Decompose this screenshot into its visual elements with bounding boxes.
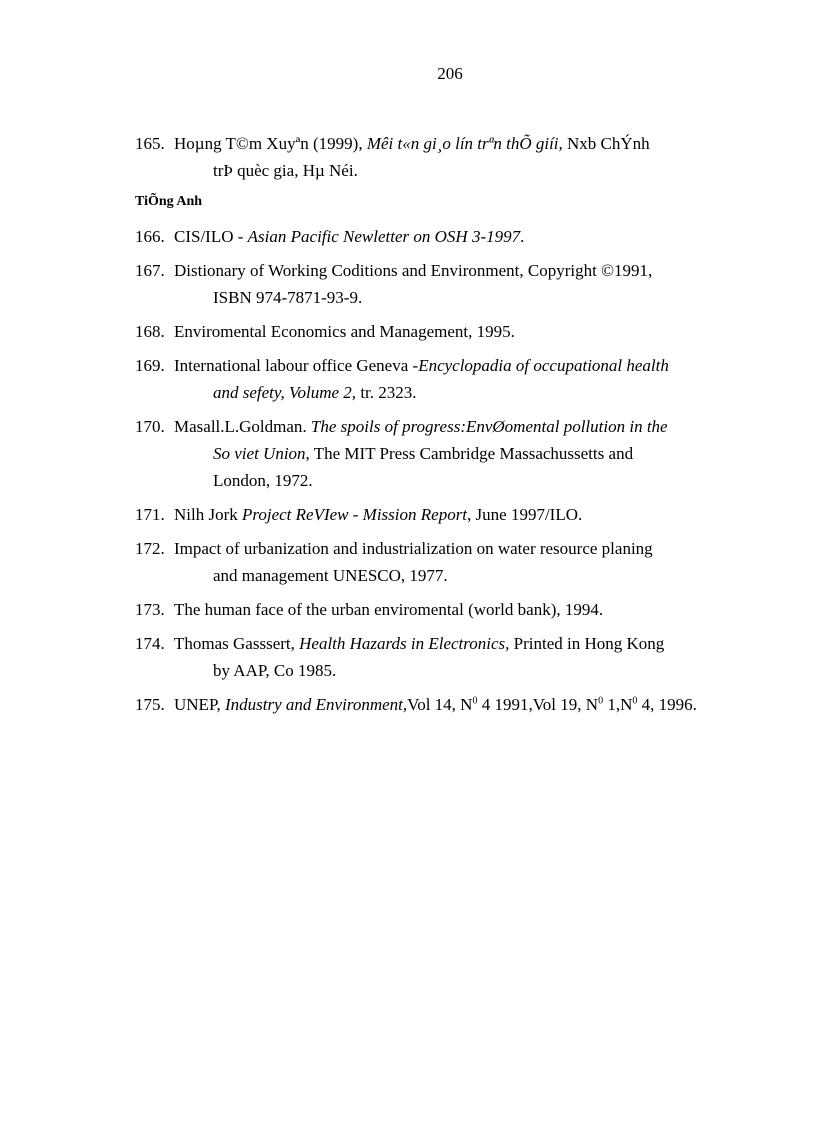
reference-author: Masall.L.Goldman. <box>174 417 311 436</box>
superscript: 0 <box>598 695 604 707</box>
reference-volume: 4 1991,Vol 19, N <box>477 695 599 714</box>
reference-title: Encyclopadia of occupational health <box>418 356 669 375</box>
reference-item <box>135 596 739 623</box>
reference-number: 168. <box>135 322 165 341</box>
reference-text: The human face of the urban enviromental (world bank), 1994. <box>174 600 604 619</box>
reference-item <box>135 223 739 250</box>
reference-number: 175. <box>135 695 165 714</box>
reference-item <box>135 501 739 528</box>
reference-text <box>174 535 739 589</box>
reference-tail: . <box>520 227 525 246</box>
reference-item <box>135 257 739 311</box>
reference-volume: Vol 14, N <box>407 695 473 714</box>
reference-number: 170. <box>135 417 165 436</box>
reference-title: Industry and Environment, <box>225 695 408 714</box>
reference-number: 169. <box>135 356 165 375</box>
superscript: 0 <box>472 695 478 707</box>
reference-continuation: by AAP, Co 1985. <box>213 661 337 680</box>
reference-text <box>174 413 739 494</box>
reference-continuation: and management UNESCO, 1977. <box>213 566 448 585</box>
reference-author: Thomas Gasssert, <box>174 634 300 653</box>
reference-author: Hoµng T©m Xuyªn (1999), <box>174 134 367 153</box>
reference-text <box>174 630 739 684</box>
reference-volume: 4, 1996. <box>637 695 697 714</box>
reference-title: Asian Pacific Newletter on OSH 3-1997 <box>247 227 521 246</box>
superscript: 0 <box>632 695 638 707</box>
reference-text <box>174 691 739 718</box>
reference-title: Project ReVIew - Mission Report <box>242 505 468 524</box>
reference-list <box>135 130 739 725</box>
reference-author: Nilh Jork <box>174 505 242 524</box>
reference-title-cont: So viet Union <box>213 444 306 463</box>
reference-author: International labour office Geneva - <box>174 356 419 375</box>
reference-title: Health Hazards in Electronics, <box>299 634 510 653</box>
reference-continuation: London, 1972. <box>213 471 313 490</box>
reference-number: 172. <box>135 539 165 558</box>
reference-number: 174. <box>135 634 165 653</box>
reference-title: Mêi t«n gi¸o lín trªn thÕ giíi, <box>366 134 563 153</box>
reference-title: Distionary of Working Coditions and Environment, Copyright ©1991, <box>174 261 653 280</box>
reference-item <box>135 535 739 589</box>
reference-publisher: Nxb ChÝnh <box>562 134 650 153</box>
reference-tail: , June 1997/ILO. <box>467 505 583 524</box>
reference-text <box>174 223 739 250</box>
reference-item <box>135 413 739 494</box>
reference-item <box>135 352 739 406</box>
reference-publisher: , The MIT Press Cambridge Massachussetts and <box>305 444 634 463</box>
reference-pages: tr. 2323. <box>356 383 417 402</box>
reference-text <box>174 257 739 311</box>
reference-publisher: Printed in Hong Kong <box>509 634 665 653</box>
reference-number: 165. <box>135 134 165 153</box>
reference-author: UNEP, <box>174 695 226 714</box>
reference-number: 171. <box>135 505 165 524</box>
reference-text <box>174 352 739 406</box>
reference-number: 173. <box>135 600 165 619</box>
reference-author: CIS/ILO - <box>174 227 248 246</box>
reference-number: 166. <box>135 227 165 246</box>
reference-item <box>135 318 739 345</box>
reference-title: The spoils of progress:EnvØomental pollution in the <box>310 417 668 436</box>
section-heading: TiÕng Anh <box>135 194 203 209</box>
reference-volume: 1,N <box>603 695 633 714</box>
reference-title-cont: and sefety, Volume 2, <box>213 383 357 402</box>
reference-number: 167. <box>135 261 165 280</box>
reference-text <box>174 501 739 528</box>
reference-continuation: ISBN 974-7871-93-9. <box>213 288 363 307</box>
reference-text <box>174 130 739 184</box>
reference-continuation: trÞ quèc gia, Hµ Néi. <box>213 161 358 180</box>
reference-title: Impact of urbanization and industrialization on water resource planing <box>174 539 653 558</box>
reference-item <box>135 630 739 684</box>
reference-item <box>135 130 739 184</box>
reference-text: Enviromental Economics and Management, 1995. <box>174 322 515 341</box>
reference-item <box>135 691 739 718</box>
page-number: 206 <box>437 64 463 83</box>
